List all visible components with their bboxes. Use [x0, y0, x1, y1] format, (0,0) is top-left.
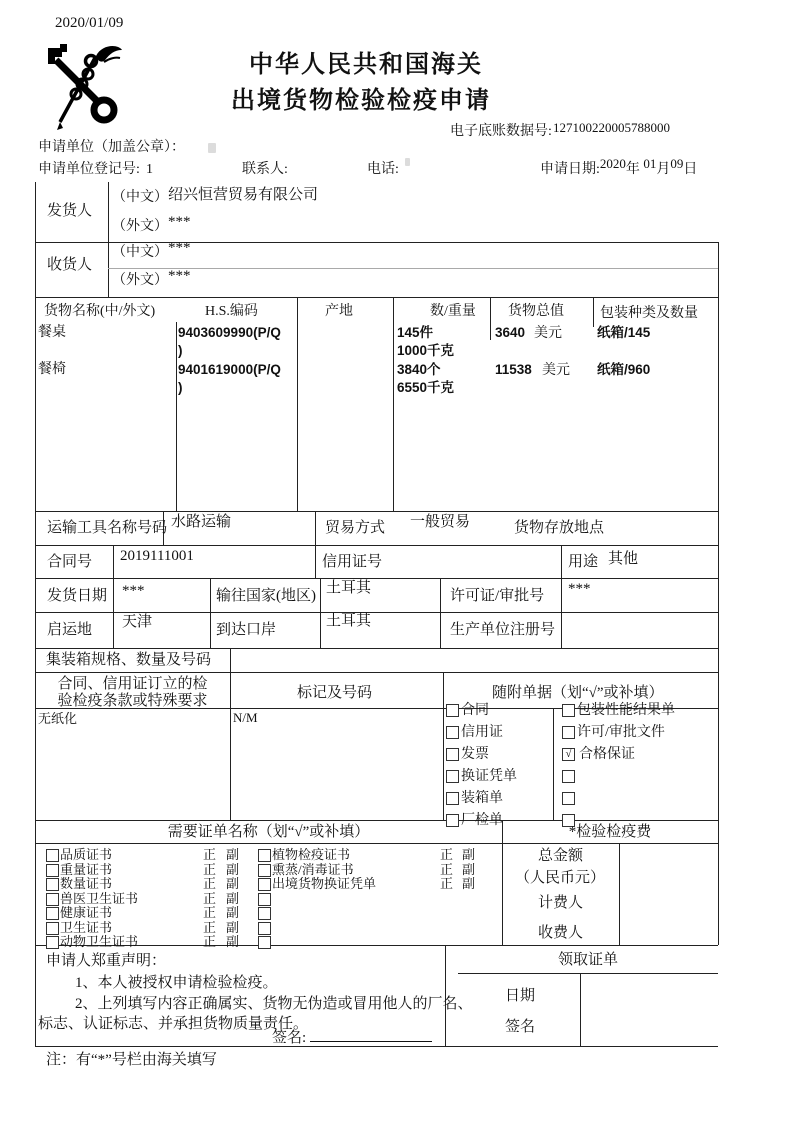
- divider-line: [35, 612, 718, 613]
- cert-checkbox-exchange-voucher[interactable]: [258, 878, 271, 891]
- cell-divider: [561, 545, 562, 648]
- cell-divider: [440, 578, 441, 648]
- marks-value: N/M: [233, 710, 258, 725]
- cert-label: 出境货物换证凭单: [272, 876, 377, 891]
- cert-checkbox-animal[interactable]: [46, 936, 59, 949]
- copy-label: 副: [226, 847, 240, 862]
- divider-line: [35, 820, 718, 821]
- cert-checkbox-blank[interactable]: [258, 922, 271, 935]
- apply-date: [540, 156, 698, 178]
- vehicle-value: 水路运输: [171, 514, 232, 530]
- cert-label: 动物卫生证书: [60, 934, 139, 949]
- day-unit: 日: [683, 162, 698, 177]
- apply-date-day: 09: [670, 156, 684, 171]
- cert-label: 熏蒸/消毒证书: [272, 862, 354, 877]
- cell-divider: [619, 843, 620, 945]
- applicant-reg-value: 1: [146, 162, 153, 177]
- goods-col-divider: [176, 322, 177, 511]
- footer-note: 注：有“*”号栏由海关填写: [46, 1052, 217, 1068]
- usage-label: 用途: [568, 554, 599, 570]
- divider-line: [108, 268, 718, 269]
- applicant-reg-label: 申请单位登记号:: [38, 162, 140, 177]
- apply-date-label: 申请日期:: [540, 162, 600, 177]
- cert-checkbox-sanitary[interactable]: [46, 922, 59, 935]
- copy-label: 副: [226, 876, 240, 891]
- divider-line: [35, 672, 718, 673]
- doc-label: 换证凭单: [461, 769, 517, 784]
- terms-header-line1: 合同、信用证订立的检: [57, 676, 208, 692]
- orig-label: 正: [203, 934, 217, 949]
- lc-label: 信用证号: [322, 554, 383, 570]
- phone-label: 电话:: [367, 162, 399, 177]
- storage-label: 货物存放地点: [514, 520, 605, 536]
- cn-label: （中文）: [112, 245, 168, 260]
- trade-mode-label: 贸易方式: [325, 520, 386, 536]
- copy-label: 副: [462, 847, 476, 862]
- divider-line: [35, 843, 718, 844]
- declaration-line2: 2、上列填写内容正确属实、货物无伪造或冒用他人的厂名、: [75, 996, 473, 1012]
- doc-checkbox-contract[interactable]: [446, 704, 459, 717]
- container-label: 集装箱规格、数量及号码: [46, 652, 212, 668]
- ship-date-label: 发货日期: [47, 588, 108, 604]
- doc-label: 信用证: [461, 725, 503, 740]
- cell-divider: [580, 973, 581, 1046]
- terms-header-line2: 验检疫条款或特殊要求: [57, 693, 208, 709]
- apply-date-month: 01: [643, 156, 657, 171]
- attached-docs-header: 随附单据（划“√”或补填）: [492, 685, 664, 701]
- declaration-line3: 标志、认证标志、并承担货物质量责任。: [38, 1016, 309, 1032]
- goods-row-hs2: ): [178, 343, 183, 358]
- fee-collect-label: 收费人: [538, 925, 584, 941]
- copy-label: 副: [226, 891, 240, 906]
- consignor-cn-value: 绍兴恒营贸易有限公司: [168, 187, 319, 203]
- fee-header: *检验检疫费: [568, 824, 652, 840]
- copy-label: 副: [226, 920, 240, 935]
- divider-line: [35, 242, 718, 243]
- trade-mode-value: 一般贸易: [410, 514, 471, 530]
- arrival-value: 土耳其: [326, 613, 372, 629]
- pickup-title: 领取证单: [557, 952, 618, 968]
- cert-checkbox-blank[interactable]: [258, 907, 271, 920]
- cert-label: 健康证书: [60, 905, 113, 920]
- consignee-fn-value: ***: [168, 268, 191, 284]
- goods-row-name: 餐椅: [38, 362, 66, 377]
- goods-row-value: 3640: [495, 325, 526, 340]
- doc-checkbox-packing-list[interactable]: [446, 792, 459, 805]
- license-label: 许可证/审批号: [450, 588, 545, 604]
- fee-calc-label: 计费人: [538, 895, 584, 911]
- cert-label: 品质证书: [60, 847, 113, 862]
- marks-header: 标记及号码: [297, 685, 373, 701]
- doc-checkbox-conformity-checked[interactable]: √: [562, 748, 575, 761]
- cert-label: 植物检疫证书: [272, 847, 351, 862]
- cert-label: 卫生证书: [60, 920, 113, 935]
- declaration-heading: 申请人郑重声明：: [46, 953, 167, 969]
- cert-checkbox-weight[interactable]: [46, 864, 59, 877]
- goods-col-divider: [490, 297, 491, 340]
- goods-header-hs: H.S.编码: [205, 304, 258, 319]
- orig-label: 正: [203, 920, 217, 935]
- goods-header-origin: 产地: [325, 304, 353, 319]
- doc-checkbox-blank[interactable]: [562, 792, 575, 805]
- doc-checkbox-permit[interactable]: [562, 726, 575, 739]
- goods-col-divider: [297, 297, 298, 511]
- redaction-mark: [405, 158, 410, 166]
- fn-label: （外文）: [112, 273, 168, 288]
- party-label-divider: [108, 182, 109, 297]
- doc-label: 包装性能结果单: [577, 703, 675, 718]
- fee-total-label: 总金额: [538, 848, 584, 864]
- applicant-unit-label: 申请单位（加盖公章）：: [38, 140, 185, 155]
- license-value: ***: [568, 581, 591, 597]
- producer-reg-label: 生产单位注册号: [450, 622, 556, 638]
- divider-line: [35, 297, 718, 298]
- copy-label: 副: [462, 876, 476, 891]
- departure-label: 启运地: [47, 622, 93, 638]
- doc-label: 许可/审批文件: [577, 725, 665, 740]
- goods-row-pack: 纸箱/145: [597, 325, 651, 340]
- cell-divider: [315, 511, 316, 578]
- cn-label: （中文）: [112, 190, 168, 205]
- cert-checkbox-quantity[interactable]: [46, 878, 59, 891]
- certs-header: 需要证单名称（划“√”或补填）: [167, 824, 370, 840]
- cell-divider: [113, 545, 114, 648]
- copy-label: 副: [226, 934, 240, 949]
- orig-label: 正: [203, 862, 217, 877]
- eledger-number: 127100220005788000: [553, 120, 670, 135]
- doc-label: 装箱单: [461, 791, 503, 806]
- consignee-label: 收货人: [47, 257, 93, 273]
- doc-label: 发票: [461, 747, 489, 762]
- orig-label: 正: [203, 905, 217, 920]
- consignee-cn-value: ***: [168, 240, 191, 256]
- divider-line: [35, 511, 718, 512]
- orig-label: 正: [440, 862, 454, 877]
- cert-checkbox-blank[interactable]: [258, 893, 271, 906]
- goods-row-name: 餐桌: [38, 325, 66, 340]
- cell-divider: [443, 672, 444, 820]
- year-unit: 年: [625, 162, 640, 177]
- cell-divider: [320, 578, 321, 648]
- signature-label: 签名:: [272, 1030, 307, 1046]
- cert-checkbox-blank[interactable]: [258, 936, 271, 949]
- ship-date-value: ***: [122, 583, 145, 599]
- consignor-fn-value: ***: [168, 214, 191, 230]
- fn-label: （外文）: [112, 219, 168, 234]
- cert-label: 重量证书: [60, 862, 113, 877]
- customs-emblem-icon: [44, 42, 126, 132]
- pickup-date-label: 日期: [505, 988, 536, 1004]
- cert-checkbox-plant[interactable]: [258, 849, 271, 862]
- redaction-mark: [208, 143, 216, 153]
- orig-label: 正: [203, 876, 217, 891]
- doc-label: 厂检单: [461, 813, 503, 828]
- cell-divider: [210, 578, 211, 648]
- signature-row: [272, 1029, 432, 1047]
- departure-value: 天津: [122, 614, 153, 630]
- goods-row-qty2: 6550千克: [397, 380, 455, 395]
- goods-row-hs: 9401619000(P/Q: [178, 362, 281, 377]
- month-unit: 月: [656, 162, 671, 177]
- cell-divider: [553, 708, 554, 820]
- doc-checkbox-voucher[interactable]: [446, 770, 459, 783]
- declaration-line1: 1、本人被授权申请检验检疫。: [75, 975, 278, 991]
- copy-label: 副: [226, 862, 240, 877]
- copy-label: 副: [462, 862, 476, 877]
- doc-label: 合格保证: [579, 747, 635, 762]
- goods-row-pack: 纸箱/960: [597, 362, 651, 377]
- terms-value: 无纸化: [38, 711, 78, 726]
- doc-label: 合同: [461, 703, 489, 718]
- goods-header-qty: 数/重量: [430, 304, 476, 319]
- goods-row-currency: 美元: [534, 326, 562, 341]
- goods-row-value: 11538: [495, 362, 532, 377]
- doc-checkbox-package-result[interactable]: [562, 704, 575, 717]
- consignor-label: 发货人: [47, 203, 93, 219]
- goods-row-hs: 9403609990(P/Q: [178, 325, 281, 340]
- pickup-sign-label: 签名: [505, 1019, 536, 1035]
- divider-line: [458, 973, 718, 974]
- goods-row-currency: 美元: [542, 363, 570, 378]
- eledger-label: 电子底账数据号:: [450, 124, 552, 139]
- signature-line[interactable]: [310, 1029, 432, 1042]
- apply-date-year: 2020: [599, 156, 626, 171]
- doc-checkbox-lc[interactable]: [446, 726, 459, 739]
- usage-value: 其他: [608, 551, 639, 567]
- goods-row-qty1: 145件: [397, 325, 434, 340]
- terms-header: [35, 676, 230, 710]
- copy-label: 副: [226, 905, 240, 920]
- cert-checkbox-quality[interactable]: [46, 849, 59, 862]
- contract-value: 2019111001: [120, 548, 194, 564]
- goods-row-hs2: ): [178, 380, 183, 395]
- form-right-border: [718, 242, 719, 945]
- dest-country-label: 输往国家(地区): [216, 588, 316, 604]
- divider-line: [35, 578, 718, 579]
- orig-label: 正: [440, 876, 454, 891]
- cert-checkbox-vet[interactable]: [46, 893, 59, 906]
- cert-checkbox-health[interactable]: [46, 907, 59, 920]
- fee-total-unit-label: （人民币元）: [515, 870, 606, 886]
- form-title-line2: 出境货物检验检疫申请: [231, 88, 491, 114]
- goods-header-pack: 包装种类及数量: [600, 306, 698, 321]
- divider-line: [35, 545, 718, 546]
- goods-col-divider: [393, 297, 394, 511]
- cell-divider: [230, 648, 231, 820]
- goods-header-value: 货物总值: [508, 304, 564, 319]
- divider-line: [35, 648, 718, 649]
- goods-row-qty2: 1000千克: [397, 343, 455, 358]
- cert-checkbox-fumigation[interactable]: [258, 864, 271, 877]
- contract-label: 合同号: [47, 554, 93, 570]
- contact-label: 联系人:: [242, 162, 288, 177]
- form-left-border: [35, 182, 36, 1046]
- doc-checkbox-invoice[interactable]: [446, 748, 459, 761]
- orig-label: 正: [440, 847, 454, 862]
- orig-label: 正: [203, 891, 217, 906]
- dest-country-value: 土耳其: [326, 580, 372, 596]
- cert-label: 数量证书: [60, 876, 113, 891]
- goods-col-divider: [593, 297, 594, 327]
- doc-checkbox-blank[interactable]: [562, 770, 575, 783]
- goods-row-qty1: 3840个: [397, 362, 441, 377]
- orig-label: 正: [203, 847, 217, 862]
- form-title-line1: 中华人民共和国海关: [249, 52, 483, 78]
- goods-header-name: 货物名称(中/外文): [44, 304, 156, 319]
- cert-label: 兽医卫生证书: [60, 891, 139, 906]
- arrival-label: 到达口岸: [216, 622, 277, 638]
- vehicle-label: 运输工具名称号码: [47, 520, 168, 536]
- print-date: 2020/01/09: [55, 15, 124, 31]
